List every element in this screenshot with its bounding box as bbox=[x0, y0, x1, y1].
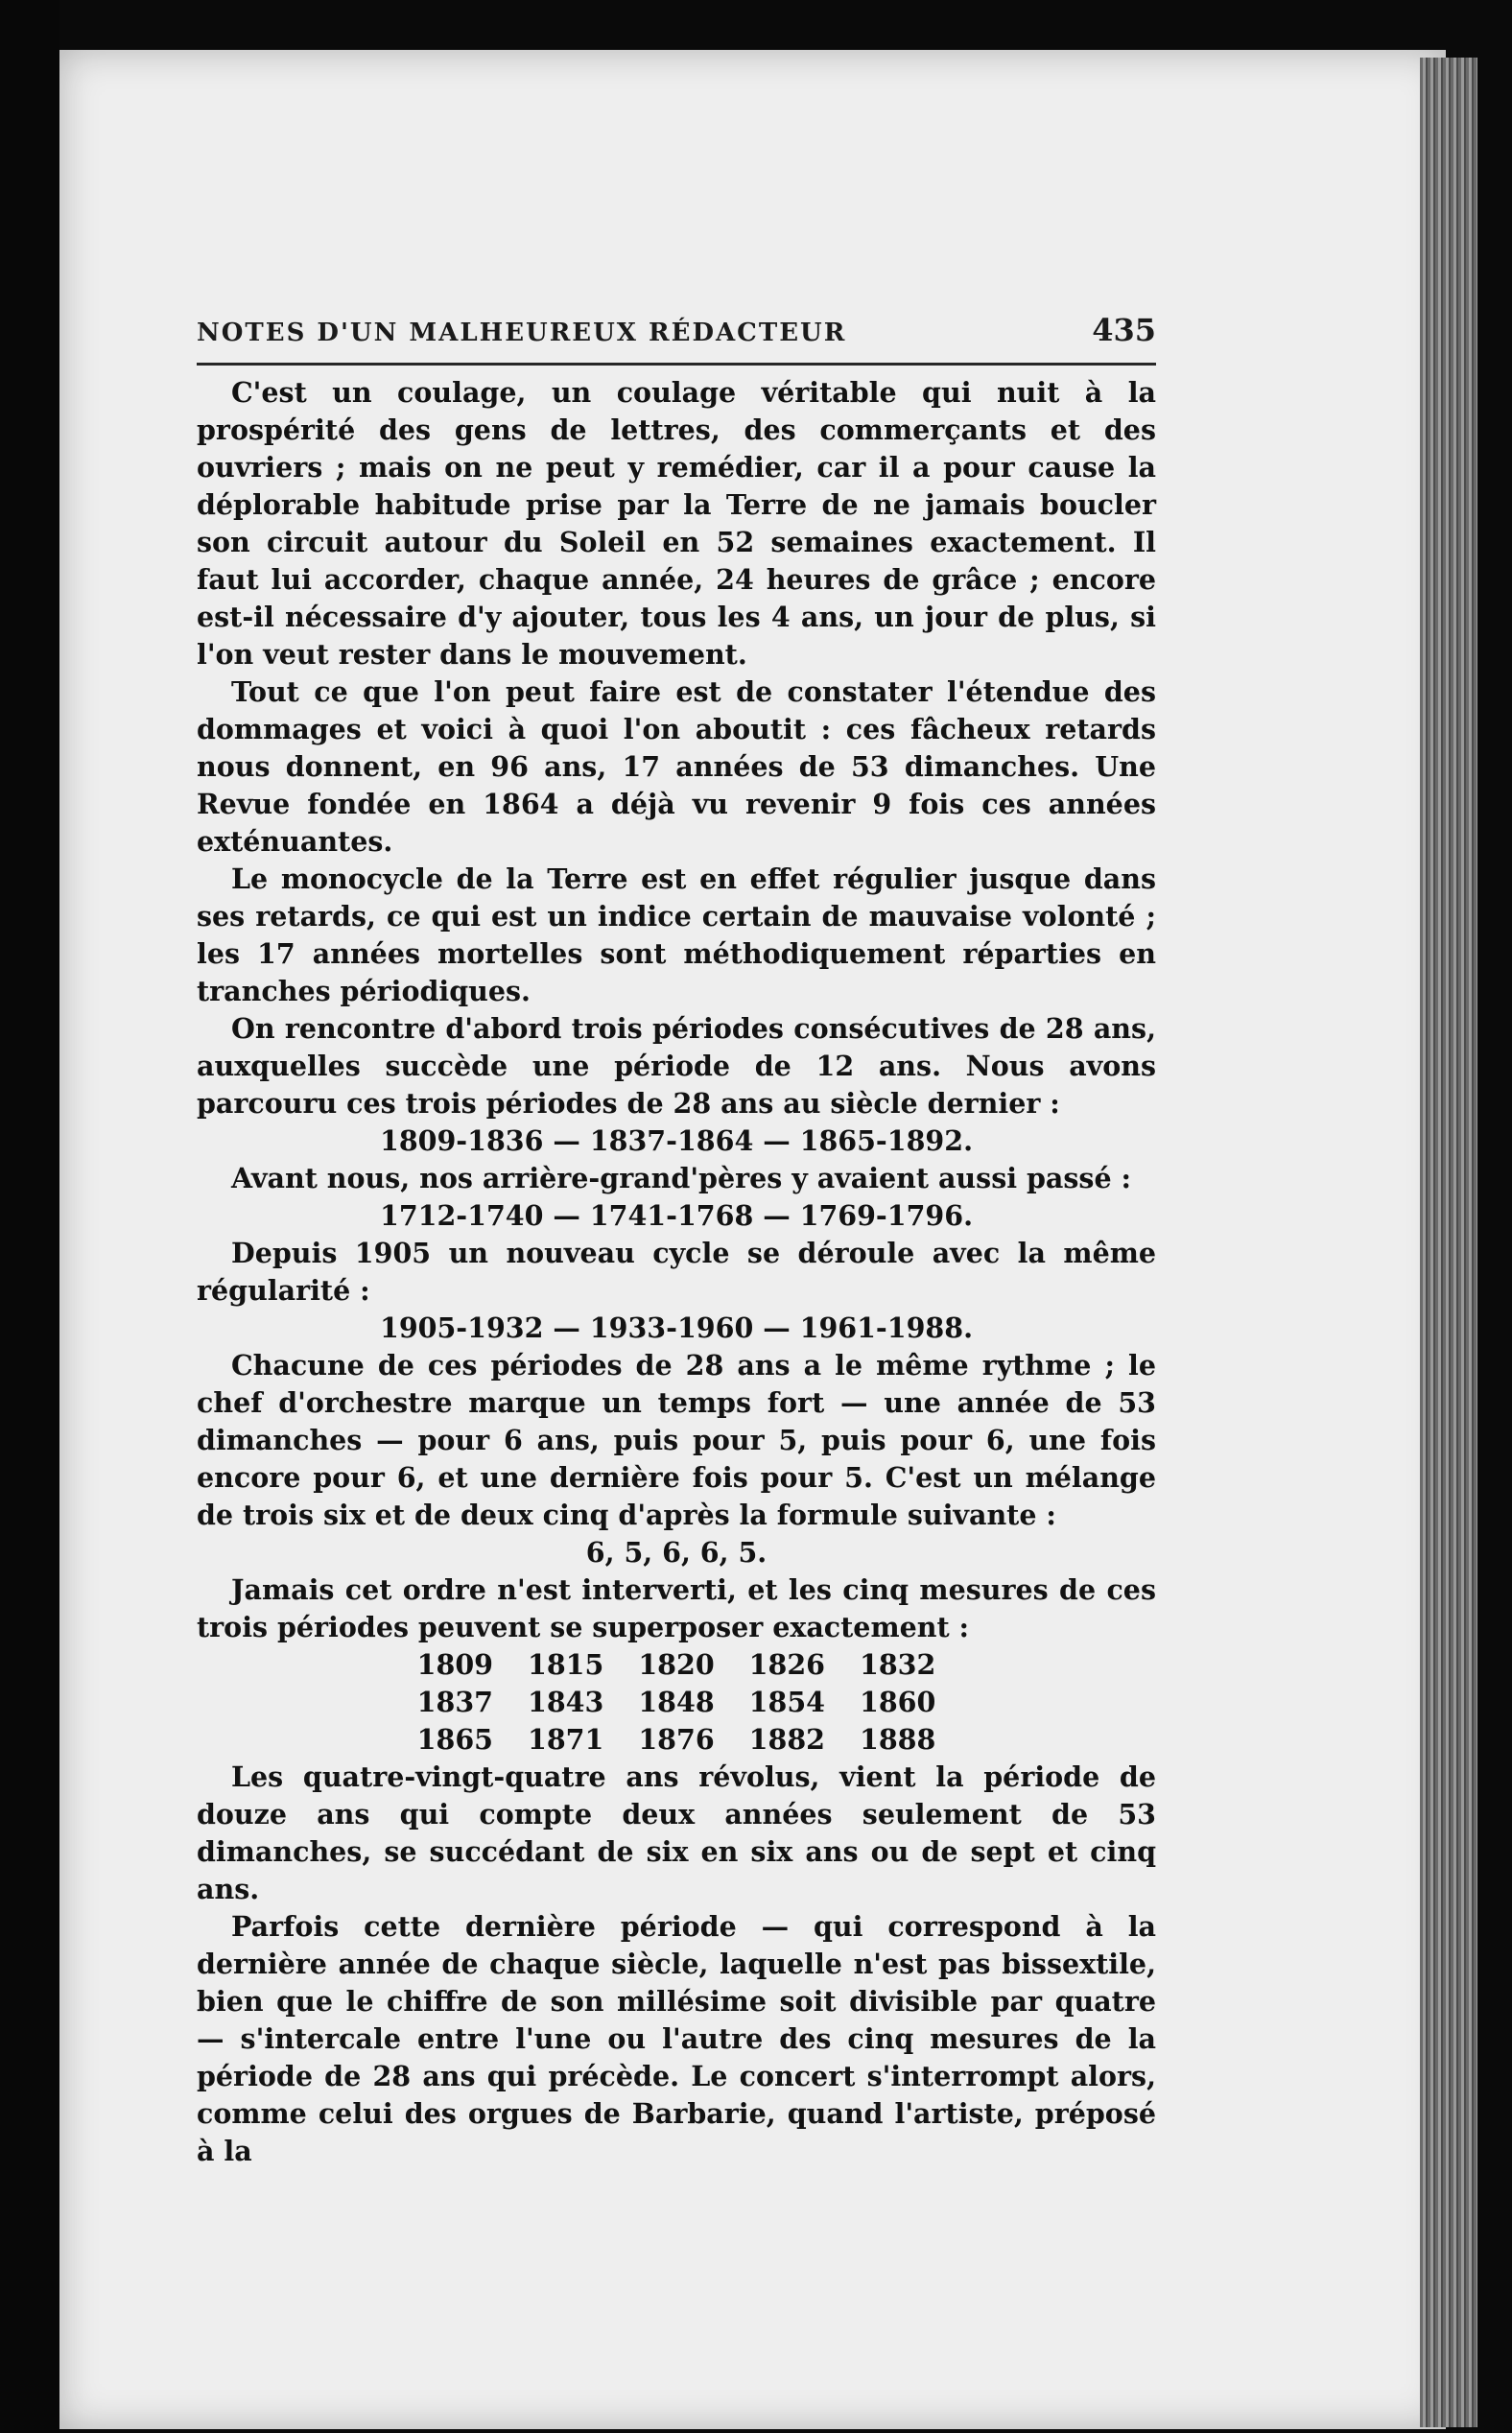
table-cell: 1848 bbox=[638, 1686, 715, 1718]
table-cell: 1876 bbox=[638, 1723, 715, 1756]
table-cell: 1865 bbox=[416, 1723, 493, 1756]
table-cell: 1832 bbox=[859, 1648, 936, 1681]
paragraph: C'est un coulage, un coulage véritable qui nuit à la prospérité des gens de lettres, des commerçants et des ouvriers ; mais on ne peut y remédier, car il a pour cause la déplorable habitude prise par la Terre de ne jamais boucler son circuit autour du Soleil en 52 semaines exactement. Il faut lui accorder, chaque année, 24 heures de grâce ; encore est-il nécessaire d'y ajouter, tous les 4 ans, un jour de plus, si l'on veut rester dans le mouvement. bbox=[197, 376, 1156, 671]
header-rule bbox=[197, 363, 1156, 366]
body-text bbox=[197, 374, 1156, 2170]
table-cell: 1820 bbox=[638, 1648, 715, 1681]
paragraph: Avant nous, nos arrière-grand'pères y avaient aussi passé : bbox=[231, 1162, 1132, 1194]
running-title: NOTES D'UN MALHEUREUX RÉDACTEUR bbox=[197, 319, 847, 347]
table-cell: 1860 bbox=[859, 1686, 936, 1718]
paragraph: Les quatre-vingt-quatre ans révolus, vient la période de douze ans qui compte deux années seulement de 53 dimanches, se succédant de six en six ans ou de sept et cinq ans. bbox=[197, 1760, 1156, 1905]
table-row bbox=[400, 1684, 954, 1721]
table-row bbox=[400, 1721, 954, 1759]
table-cell: 1815 bbox=[528, 1648, 604, 1681]
table-cell: 1854 bbox=[748, 1686, 825, 1718]
page-number: 435 bbox=[1092, 312, 1156, 348]
table-cell: 1826 bbox=[748, 1648, 825, 1681]
page-header bbox=[197, 312, 1156, 348]
period-line: 1905-1932 — 1933-1960 — 1961-1988. bbox=[379, 1311, 974, 1344]
table-cell: 1843 bbox=[528, 1686, 604, 1718]
book-left-edge bbox=[0, 0, 59, 2433]
paragraph: Le monocycle de la Terre est en effet régulier jusque dans ses retards, ce qui est un indice certain de mauvaise volonté ; les 17 années mortelles sont méthodiquement réparties en tranches périodiques. bbox=[197, 862, 1156, 1007]
paragraph: Depuis 1905 un nouveau cycle se déroule avec la même régularité : bbox=[197, 1237, 1156, 1307]
period-line: 1712-1740 — 1741-1768 — 1769-1796. bbox=[379, 1199, 974, 1232]
formula-line: 6, 5, 6, 6, 5. bbox=[585, 1536, 768, 1569]
table-cell: 1871 bbox=[528, 1723, 604, 1756]
table-cell: 1837 bbox=[416, 1686, 493, 1718]
paragraph: Chacune de ces périodes de 28 ans a le même rythme ; le chef d'orchestre marque un temps fort — une année de 53 dimanches — pour 6 ans, puis pour 5, puis pour 6, une fois encore pour 6, et une dernière fois pour 5. C'est un mélange de trois six et de deux cinq d'après la formule suivante : bbox=[197, 1349, 1156, 1531]
page-stack-edge bbox=[1420, 58, 1477, 2427]
years-table bbox=[400, 1646, 954, 1759]
table-cell: 1809 bbox=[416, 1648, 493, 1681]
table-cell: 1888 bbox=[859, 1723, 936, 1756]
paragraph: Jamais cet ordre n'est interverti, et les cinq mesures de ces trois périodes peuvent se superposer exactement : bbox=[197, 1573, 1156, 1643]
table-cell: 1882 bbox=[748, 1723, 825, 1756]
table-row bbox=[400, 1646, 954, 1684]
period-line: 1809-1836 — 1837-1864 — 1865-1892. bbox=[379, 1124, 974, 1157]
paragraph: Parfois cette dernière période — qui correspond à la dernière année de chaque siècle, laquelle n'est pas bissextile, bien que le chiffre de son millésime soit divisible par quatre — s'intercale entre l'une ou l'autre des cinq mesures de la période de 28 ans qui précède. Le concert s'interrompt alors, comme celui des orgues de Barbarie, quand l'artiste, préposé à la bbox=[197, 1910, 1156, 2167]
paragraph: Tout ce que l'on peut faire est de constater l'étendue des dommages et voici à quoi l'on aboutit : ces fâcheux retards nous donnent, en 96 ans, 17 années de 53 dimanches. Une Revue fondée en 1864 a déjà vu revenir 9 fois ces années exténuantes. bbox=[197, 675, 1156, 858]
paragraph: On rencontre d'abord trois périodes consécutives de 28 ans, auxquelles succède une période de 12 ans. Nous avons parcouru ces trois périodes de 28 ans au siècle dernier : bbox=[197, 1012, 1156, 1120]
